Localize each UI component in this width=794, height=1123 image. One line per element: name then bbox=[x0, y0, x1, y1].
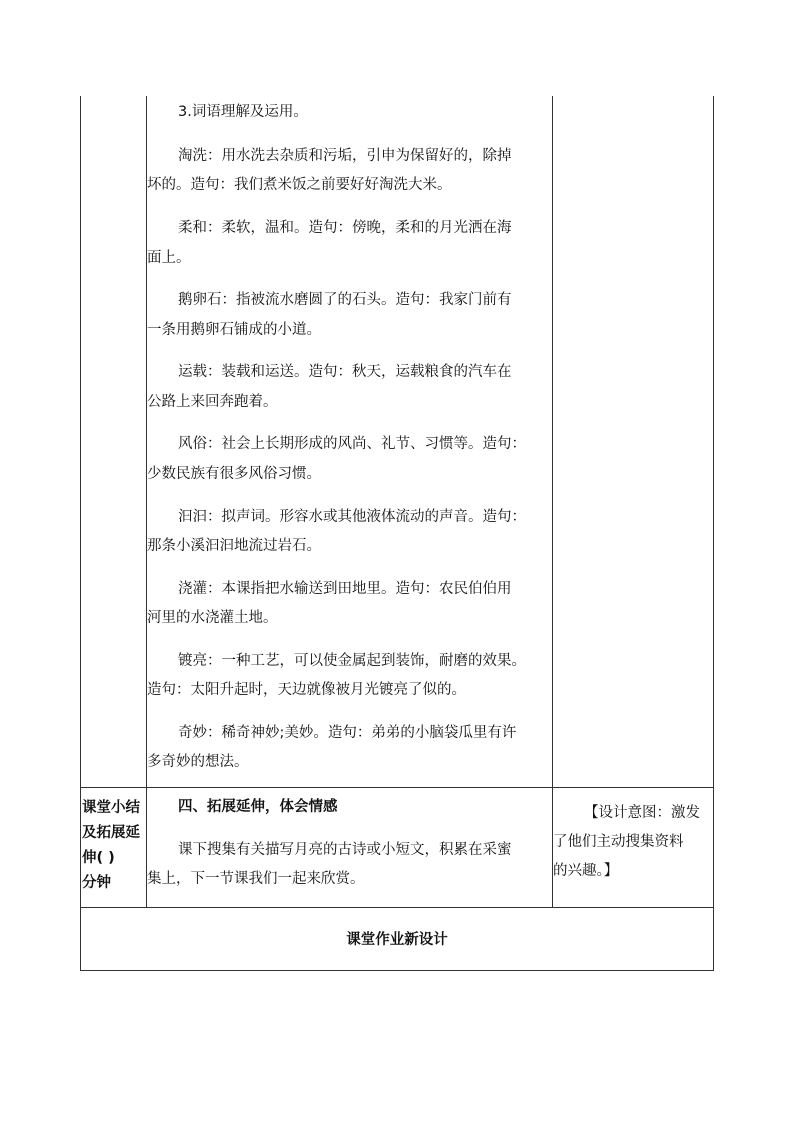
entry-line-1: 奇妙：稀奇神妙;美妙。造句：弟弟的小脑袋瓜里有许 bbox=[178, 725, 517, 741]
section-title: 3.词语理解及运用。 bbox=[178, 104, 308, 120]
entry-line-1: 运载：装载和运送。造句：秋天，运载粮食的汽车在 bbox=[178, 364, 512, 380]
summary-label-line: 伸( ) bbox=[82, 850, 115, 866]
summary-body-line-1: 课下搜集有关描写月亮的古诗或小短文，积累在采蜜 bbox=[178, 842, 512, 858]
design-note-line-3: 的兴趣。】 bbox=[553, 863, 619, 879]
entry-line-1: 镀亮：一种工艺，可以使金属起到装饰，耐磨的效果。 bbox=[178, 653, 526, 669]
entry-line-2: 多奇妙的想法。 bbox=[147, 754, 249, 770]
summary-label-line: 课堂小结 bbox=[82, 800, 140, 816]
entry-line-1: 风俗：社会上长期形成的风尚、礼节、习惯等。造句： bbox=[178, 436, 526, 452]
entry-line-1: 淘洗：用水洗去杂质和污垢，引申为保留好的，除掉 bbox=[178, 148, 512, 164]
table-bottom-border bbox=[80, 970, 714, 971]
entry-line-2: 一条用鹅卵石铺成的小道。 bbox=[147, 322, 321, 338]
row-divider-middle bbox=[80, 907, 714, 908]
entry-line-2: 河里的水浇灌土地。 bbox=[147, 610, 278, 626]
homework-design-title: 课堂作业新设计 bbox=[346, 932, 448, 948]
entry-line-1: 汩汩：拟声词。形容水或其他液体流动的声音。造句： bbox=[178, 509, 526, 525]
design-note-line-1: 【设计意图：激发 bbox=[584, 805, 700, 821]
entry-line-2: 那条小溪汩汩地流过岩石。 bbox=[147, 538, 321, 554]
entry-line-1: 鹅卵石：指被流水磨圆了的石头。造句：我家门前有 bbox=[178, 292, 512, 308]
table-left-border bbox=[80, 96, 81, 971]
summary-body-line-2: 集上，下一节课我们一起来欣赏。 bbox=[147, 871, 365, 887]
entry-line-2: 面上。 bbox=[147, 250, 191, 266]
entry-line-1: 浇灌：本课指把水输送到田地里。造句：农民伯伯用 bbox=[178, 581, 512, 597]
row-divider-top bbox=[80, 787, 714, 788]
entry-line-2: 公路上来回奔跑着。 bbox=[147, 394, 278, 410]
entry-line-2: 造句：太阳升起时，天边就像被月光镀亮了似的。 bbox=[147, 682, 466, 698]
summary-heading: 四、拓展延伸，体会情感 bbox=[178, 799, 338, 815]
design-note-line-2: 了他们主动搜集资料 bbox=[553, 834, 684, 850]
entry-line-2: 少数民族有很多风俗习惯。 bbox=[147, 466, 321, 482]
entry-line-1: 柔和：柔软，温和。造句：傍晚，柔和的月光洒在海 bbox=[178, 220, 512, 236]
summary-label-line: 分钟 bbox=[82, 875, 111, 891]
summary-label-line: 及拓展延 bbox=[82, 825, 140, 841]
table-right-border bbox=[713, 96, 714, 971]
entry-line-2: 坏的。造句：我们煮米饭之前要好好淘洗大米。 bbox=[147, 177, 452, 193]
summary-label bbox=[82, 796, 144, 896]
